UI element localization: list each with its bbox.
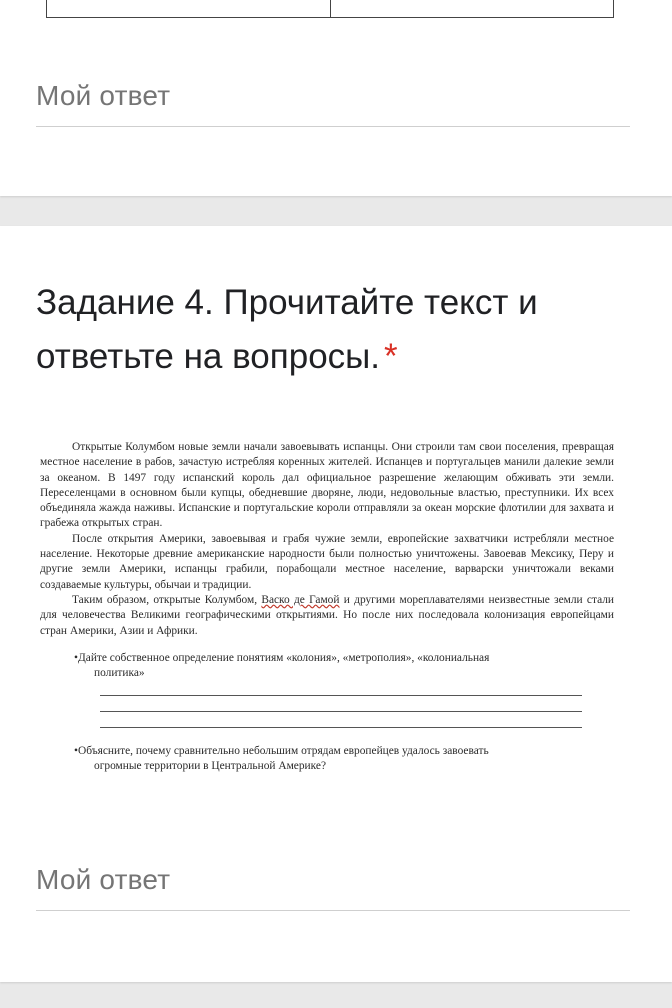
- previous-question-card: [0, 0, 672, 196]
- previous-answer-input[interactable]: [36, 126, 630, 127]
- question-document-image: [40, 440, 614, 800]
- document-paragraph-2: [40, 532, 614, 593]
- paragraph-3-names: Васко де Гамой: [261, 593, 340, 606]
- document-bullet-2: [74, 744, 614, 774]
- document-paragraph-3: [40, 593, 614, 639]
- blank-line: [100, 711, 582, 712]
- blank-line: [100, 727, 582, 728]
- question-title: [36, 276, 636, 384]
- answer-label: Мой ответ: [36, 864, 171, 895]
- document-bullet-1: [74, 651, 614, 681]
- required-asterisk: *: [384, 337, 398, 376]
- table-divider: [330, 0, 331, 17]
- bullet-1-line-1: •Дайте собственное определение понятиям «колония», «метрополия», «колониальная: [74, 651, 490, 664]
- paragraph-3-end: и другими мореплавателями неизвестные земли стали для человечества Великими географическими открытиями. Но после них последовала колонизация европейцами стран Америки, Азии и Африки.: [40, 593, 615, 637]
- bullet-2-line-1: •Объясните, почему сравнительно небольшим отрядам европейцев удалось завоевать: [74, 744, 489, 757]
- paragraph-3-start: Таким образом, открытые Колумбом,: [72, 593, 262, 606]
- bullet-1-line-2: политика»: [94, 666, 145, 679]
- blank-answer-lines: [40, 695, 614, 728]
- previous-answer-label: Мой ответ: [36, 80, 171, 111]
- paragraph-2-text: После открытия Америки, завоевывая и грабя чужие земли, европейские захватчики истребляли местное население. Некоторые древние американские народности были полностью уничтожены. Завоевав Мексику, Перу и другие земли Америки, испанцы грабили, порабощали местное население, варварски уничтожали веками создаваемые культуры, обычаи и традиции.: [40, 532, 614, 591]
- question-title-text: Задание 4. Прочитайте текст и ответьте на вопросы.: [36, 283, 538, 376]
- blank-line: [100, 695, 582, 696]
- answer-input[interactable]: [36, 910, 630, 911]
- bullet-2-line-2: огромные территории в Центральной Америке?: [94, 759, 327, 772]
- document-paragraph-1: Открытые Колумбом новые земли начали завоевывать испанцы. Они строили там свои поселения, превращая местное население в рабов, зачастую истребляя коренных жителей. Испанцев и португальцев манили далекие земли за океаном. В 1497 году испанский король дал официальное разрешение желающим обживать эти земли. Переселенцами в основном были купцы, обедневшие дворяне, люди, недовольные властью, преступники. Их всех объединяла жажда наживы. Испанские и португальские короли отправляли за океан морские флотилии для захвата и грабежа открытых стран.: [40, 441, 614, 530]
- answer-table-fragment: [46, 0, 614, 18]
